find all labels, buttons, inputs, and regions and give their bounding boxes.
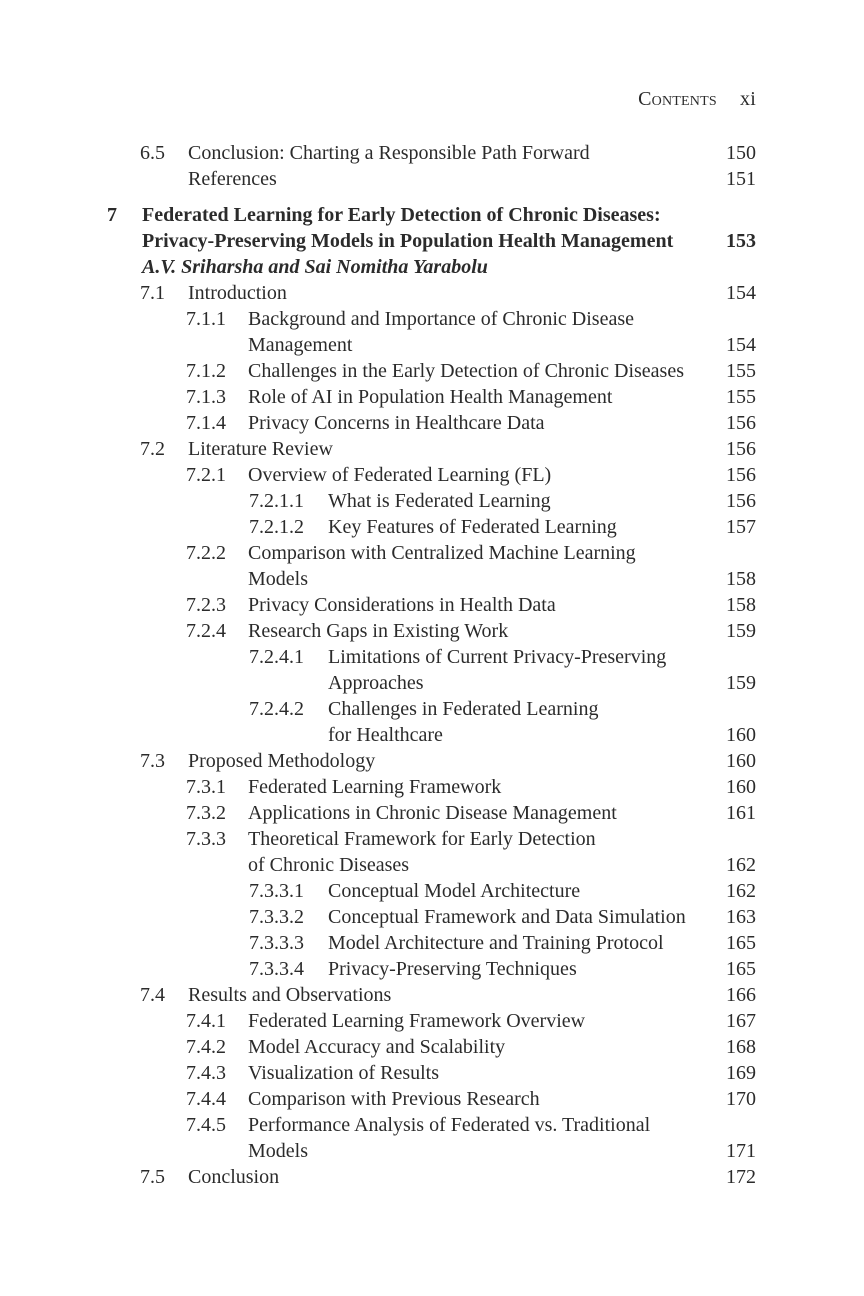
entry-title: Results and Observations xyxy=(188,984,392,1006)
entry-number: 7.5 xyxy=(140,1166,165,1188)
entry-title: Theoretical Framework for Early Detection xyxy=(248,828,596,850)
entry-number: 7.2 xyxy=(140,438,165,460)
entry-number: 7.1 xyxy=(140,282,165,304)
entry-number: 7.1.1 xyxy=(186,308,226,330)
entry-page-number: 161 xyxy=(726,802,756,824)
entry-page-number: 156 xyxy=(726,464,756,486)
entry-number: 7.4.4 xyxy=(186,1088,226,1110)
entry-page-number: 155 xyxy=(726,360,756,382)
entry-title: Challenges in the Early Detection of Chronic Diseases xyxy=(248,360,684,382)
entry-title: Conceptual Model Architecture xyxy=(328,880,581,902)
entry-page-number: 172 xyxy=(726,1166,756,1188)
entry-page-number: 159 xyxy=(726,672,756,694)
entry-number: 7.2.3 xyxy=(186,594,226,616)
entry-number: 7.3.3.4 xyxy=(249,958,304,980)
entry-page-number: 158 xyxy=(726,594,756,616)
entry-number: 7.4.3 xyxy=(186,1062,226,1084)
entry-title: Visualization of Results xyxy=(248,1062,439,1084)
entry-title: Proposed Methodology xyxy=(188,750,376,772)
entry-page-number: 155 xyxy=(726,386,756,408)
entry-page-number: 170 xyxy=(726,1088,756,1110)
entry-page-number: 156 xyxy=(726,490,756,512)
entry-number: 7.3.3.2 xyxy=(249,906,304,928)
entry-page-number: 165 xyxy=(726,958,756,980)
entry-number: 6.5 xyxy=(140,142,165,164)
entry-page-number: 159 xyxy=(726,620,756,642)
entry-page-number: 163 xyxy=(726,906,756,928)
entry-title: Research Gaps in Existing Work xyxy=(248,620,509,642)
entry-title: Limitations of Current Privacy-Preserving xyxy=(328,646,667,668)
entry-title: Background and Importance of Chronic Disease xyxy=(248,308,634,330)
entry-page-number: 167 xyxy=(726,1010,756,1032)
entry-title: for Healthcare xyxy=(328,724,443,746)
entry-page-number: 160 xyxy=(726,750,756,772)
entry-title: Federated Learning Framework xyxy=(248,776,502,798)
entry-page-number: 165 xyxy=(726,932,756,954)
header-page-number: xi xyxy=(740,88,756,110)
entry-page-number: 150 xyxy=(726,142,756,164)
entry-title: Management xyxy=(248,334,353,356)
entry-page-number: 157 xyxy=(726,516,756,538)
entry-title: Federated Learning Framework Overview xyxy=(248,1010,586,1032)
entry-page-number: 162 xyxy=(726,854,756,876)
entry-page-number: 166 xyxy=(726,984,756,1006)
entry-page-number: 156 xyxy=(726,412,756,434)
entry-page-number: 162 xyxy=(726,880,756,902)
entry-title: Privacy-Preserving Models in Population Health Management xyxy=(142,230,674,252)
entry-page-number: 160 xyxy=(726,724,756,746)
entry-number: 7.2.4.1 xyxy=(249,646,304,668)
entry-number: 7.3 xyxy=(140,750,165,772)
entry-title: Privacy-Preserving Techniques xyxy=(328,958,577,980)
entry-title: Comparison with Previous Research xyxy=(248,1088,540,1110)
entry-page-number: 154 xyxy=(726,282,756,304)
entry-number: 7.3.2 xyxy=(186,802,226,824)
entry-title: Introduction xyxy=(188,282,287,304)
entry-number: 7.2.2 xyxy=(186,542,226,564)
entry-page-number: 169 xyxy=(726,1062,756,1084)
entry-number: 7 xyxy=(107,204,117,226)
entry-title: Literature Review xyxy=(188,438,333,460)
entry-title: Privacy Considerations in Health Data xyxy=(248,594,556,616)
entry-title: Performance Analysis of Federated vs. Traditional xyxy=(248,1114,651,1136)
entry-number: 7.1.3 xyxy=(186,386,226,408)
running-header xyxy=(638,88,756,111)
entry-title: Conceptual Framework and Data Simulation xyxy=(328,906,686,928)
entry-number: 7.2.1.2 xyxy=(249,516,304,538)
entry-number: 7.4 xyxy=(140,984,165,1006)
entry-page-number: 156 xyxy=(726,438,756,460)
entry-number: 7.1.2 xyxy=(186,360,226,382)
entry-title: of Chronic Diseases xyxy=(248,854,410,876)
entry-title: Model Architecture and Training Protocol xyxy=(328,932,664,954)
entry-number: 7.3.1 xyxy=(186,776,226,798)
entry-title: Conclusion xyxy=(188,1166,280,1188)
entry-title: Models xyxy=(248,568,308,590)
entry-title: Conclusion: Charting a Responsible Path Forward xyxy=(188,142,590,164)
entry-number: 7.3.3 xyxy=(186,828,226,850)
entry-page-number: 154 xyxy=(726,334,756,356)
entry-title: Privacy Concerns in Healthcare Data xyxy=(248,412,545,434)
entry-number: 7.2.1.1 xyxy=(249,490,304,512)
entry-title: What is Federated Learning xyxy=(328,490,551,512)
entry-title: Key Features of Federated Learning xyxy=(328,516,617,538)
entry-number: 7.2.1 xyxy=(186,464,226,486)
entry-number: 7.2.4 xyxy=(186,620,226,642)
entry-title: Model Accuracy and Scalability xyxy=(248,1036,506,1058)
entry-number: 7.1.4 xyxy=(186,412,226,434)
entry-number: 7.4.1 xyxy=(186,1010,226,1032)
entry-title: References xyxy=(188,168,277,190)
entry-title: Federated Learning for Early Detection of Chronic Diseases: xyxy=(142,204,661,226)
entry-title: Models xyxy=(248,1140,308,1162)
entry-number: 7.3.3.1 xyxy=(249,880,304,902)
entry-page-number: 168 xyxy=(726,1036,756,1058)
author-names: A.V. Sriharsha and Sai Nomitha Yarabolu xyxy=(142,256,488,278)
entry-title: Overview of Federated Learning (FL) xyxy=(248,464,552,486)
entry-number: 7.4.2 xyxy=(186,1036,226,1058)
entry-number: 7.4.5 xyxy=(186,1114,226,1136)
entry-number: 7.3.3.3 xyxy=(249,932,304,954)
header-label: Contents xyxy=(638,88,717,110)
entry-number: 7.2.4.2 xyxy=(249,698,304,720)
entry-title: Comparison with Centralized Machine Learning xyxy=(248,542,636,564)
entry-page-number: 153 xyxy=(726,230,756,252)
entry-title: Approaches xyxy=(328,672,424,694)
entry-page-number: 160 xyxy=(726,776,756,798)
entry-title: Challenges in Federated Learning xyxy=(328,698,599,720)
entry-page-number: 151 xyxy=(726,168,756,190)
entry-title: Applications in Chronic Disease Management xyxy=(248,802,617,824)
entry-title: Role of AI in Population Health Management xyxy=(248,386,613,408)
entry-page-number: 171 xyxy=(726,1140,756,1162)
entry-page-number: 158 xyxy=(726,568,756,590)
